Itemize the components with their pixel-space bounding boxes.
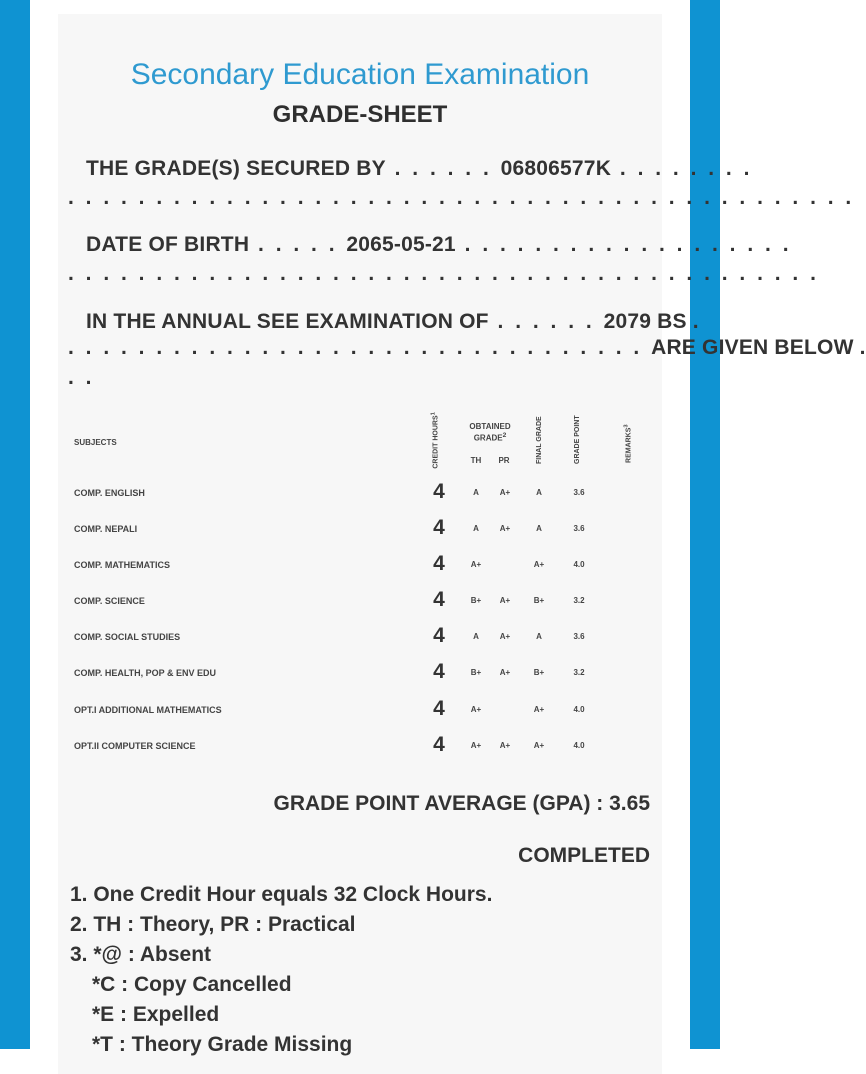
gpa-summary: GRADE POINT AVERAGE (GPA) : 3.65 [273, 792, 650, 815]
final-grade: A [536, 488, 542, 497]
table-row [58, 512, 662, 548]
table-row [58, 656, 662, 692]
dob-label: DATE OF BIRTH [86, 233, 250, 256]
grade-point: 3.6 [573, 632, 585, 641]
grade-point: 4.0 [573, 560, 585, 569]
footnote-3t: *T : Theory Grade Missing [92, 1033, 353, 1056]
left-accent-bar [0, 0, 30, 1049]
credit-hours: 4 [433, 480, 445, 503]
table-row [58, 693, 662, 729]
final-grade: A+ [533, 741, 545, 750]
th-grade: A [473, 632, 479, 641]
subject-name: COMP. SOCIAL STUDIES [74, 632, 181, 642]
subject-name: COMP. MATHEMATICS [74, 560, 170, 570]
pr-grade: A+ [499, 668, 511, 677]
grade-point: 3.2 [573, 668, 585, 677]
dob-value: 2065-05-21 [346, 233, 456, 256]
footnote-3: 3. *@ : Absent [70, 943, 212, 966]
header-subjects: SUBJECTS [74, 438, 117, 447]
final-grade: B+ [533, 668, 545, 677]
subject-name: COMP. NEPALI [74, 524, 138, 534]
table-row [58, 620, 662, 656]
given-below-line: . . . . . . . . . . . . . . . . . . . . . . . . . . . . . . . . . ARE GIVEN BELOW . [68, 336, 866, 359]
final-grade: A+ [533, 705, 545, 714]
footnote-1: 1. One Credit Hour equals 32 Clock Hours. [70, 883, 493, 906]
final-grade: A [536, 524, 542, 533]
header-pr: PR [498, 456, 510, 465]
table-row [58, 729, 662, 765]
subject-name: COMP. HEALTH, POP & ENV EDU [74, 668, 217, 678]
grade-sheet-heading: GRADE-SHEET [272, 101, 448, 128]
status-label: COMPLETED [518, 844, 650, 867]
secured-by-line: THE GRADE(S) SECURED BY . . . . . . 06806577K . . . . . . . . [86, 157, 753, 180]
exam-title: Secondary Education Examination [130, 58, 590, 91]
th-grade: A [473, 488, 479, 497]
pr-grade: A+ [499, 488, 511, 497]
final-grade: B+ [533, 596, 545, 605]
dotted-filler: . . [68, 366, 95, 389]
exam-label: IN THE ANNUAL SEE EXAMINATION OF [86, 310, 489, 333]
th-grade: A+ [470, 741, 482, 750]
grade-point: 4.0 [573, 741, 585, 750]
th-grade: A+ [470, 705, 482, 714]
th-grade: A [473, 524, 479, 533]
th-grade: A+ [470, 560, 482, 569]
subject-name: OPT.I ADDITIONAL MATHEMATICS [74, 705, 222, 715]
exam-line: IN THE ANNUAL SEE EXAMINATION OF . . . . . . 2079 BS . [86, 310, 699, 333]
table-row [58, 476, 662, 512]
credit-hours: 4 [433, 552, 445, 575]
exam-year: 2079 BS [603, 310, 687, 333]
dotted-filler: . . . . . . . . . . . . . . . . . . . . . . . . . . . . . . . . . . . . . . . . . . . . . [68, 186, 855, 209]
grade-point: 3.6 [573, 524, 585, 533]
credit-hours: 4 [433, 624, 445, 647]
subject-name: COMP. ENGLISH [74, 488, 145, 498]
th-grade: B+ [470, 596, 482, 605]
subject-name: COMP. SCIENCE [74, 596, 145, 606]
footnote-3c: *C : Copy Cancelled [92, 973, 292, 996]
header-th: TH [470, 456, 482, 465]
pr-grade: A+ [499, 741, 511, 750]
pr-grade: A+ [499, 596, 511, 605]
given-below-label: ARE GIVEN BELOW [651, 336, 854, 359]
header-final-grade: FINAL GRADE [536, 416, 543, 464]
header-grade-point: GRADE POINT [574, 415, 581, 464]
credit-hours: 4 [433, 733, 445, 756]
grade-point: 3.6 [573, 488, 585, 497]
final-grade: A [536, 632, 542, 641]
grade-point: 4.0 [573, 705, 585, 714]
table-row [58, 548, 662, 584]
symbol-number: 06806577K [500, 157, 612, 180]
footnote-2: 2. TH : Theory, PR : Practical [70, 913, 356, 936]
pr-grade: A+ [499, 524, 511, 533]
pr-grade: A+ [499, 632, 511, 641]
credit-hours: 4 [433, 697, 445, 720]
credit-hours: 4 [433, 588, 445, 611]
final-grade: A+ [533, 560, 545, 569]
footnotes [70, 880, 492, 1060]
dotted-filler: . . . . . . . . . . . . . . . . . . . . . . . . . . . . . . . . . . . . . . . . . . . [68, 262, 819, 285]
dob-line: DATE OF BIRTH . . . . . 2065-05-21 . . . . . . . . . . . . . . . . . . . [86, 233, 792, 256]
subject-name: OPT.II COMPUTER SCIENCE [74, 741, 196, 751]
header-obtained-grade: OBTAINED GRADE$^2$ [469, 422, 511, 443]
header-credit-hours: CREDIT HOURS$^1$ [430, 412, 440, 469]
footnote-3e: *E : Expelled [92, 1003, 220, 1026]
th-grade: B+ [470, 668, 482, 677]
secured-by-label: THE GRADE(S) SECURED BY [86, 157, 386, 180]
header-remarks: REMARKS$^3$ [623, 424, 633, 463]
credit-hours: 4 [433, 516, 445, 539]
grade-point: 3.2 [573, 596, 585, 605]
credit-hours: 4 [433, 660, 445, 683]
table-row [58, 584, 662, 620]
grade-sheet-card [58, 14, 866, 1074]
